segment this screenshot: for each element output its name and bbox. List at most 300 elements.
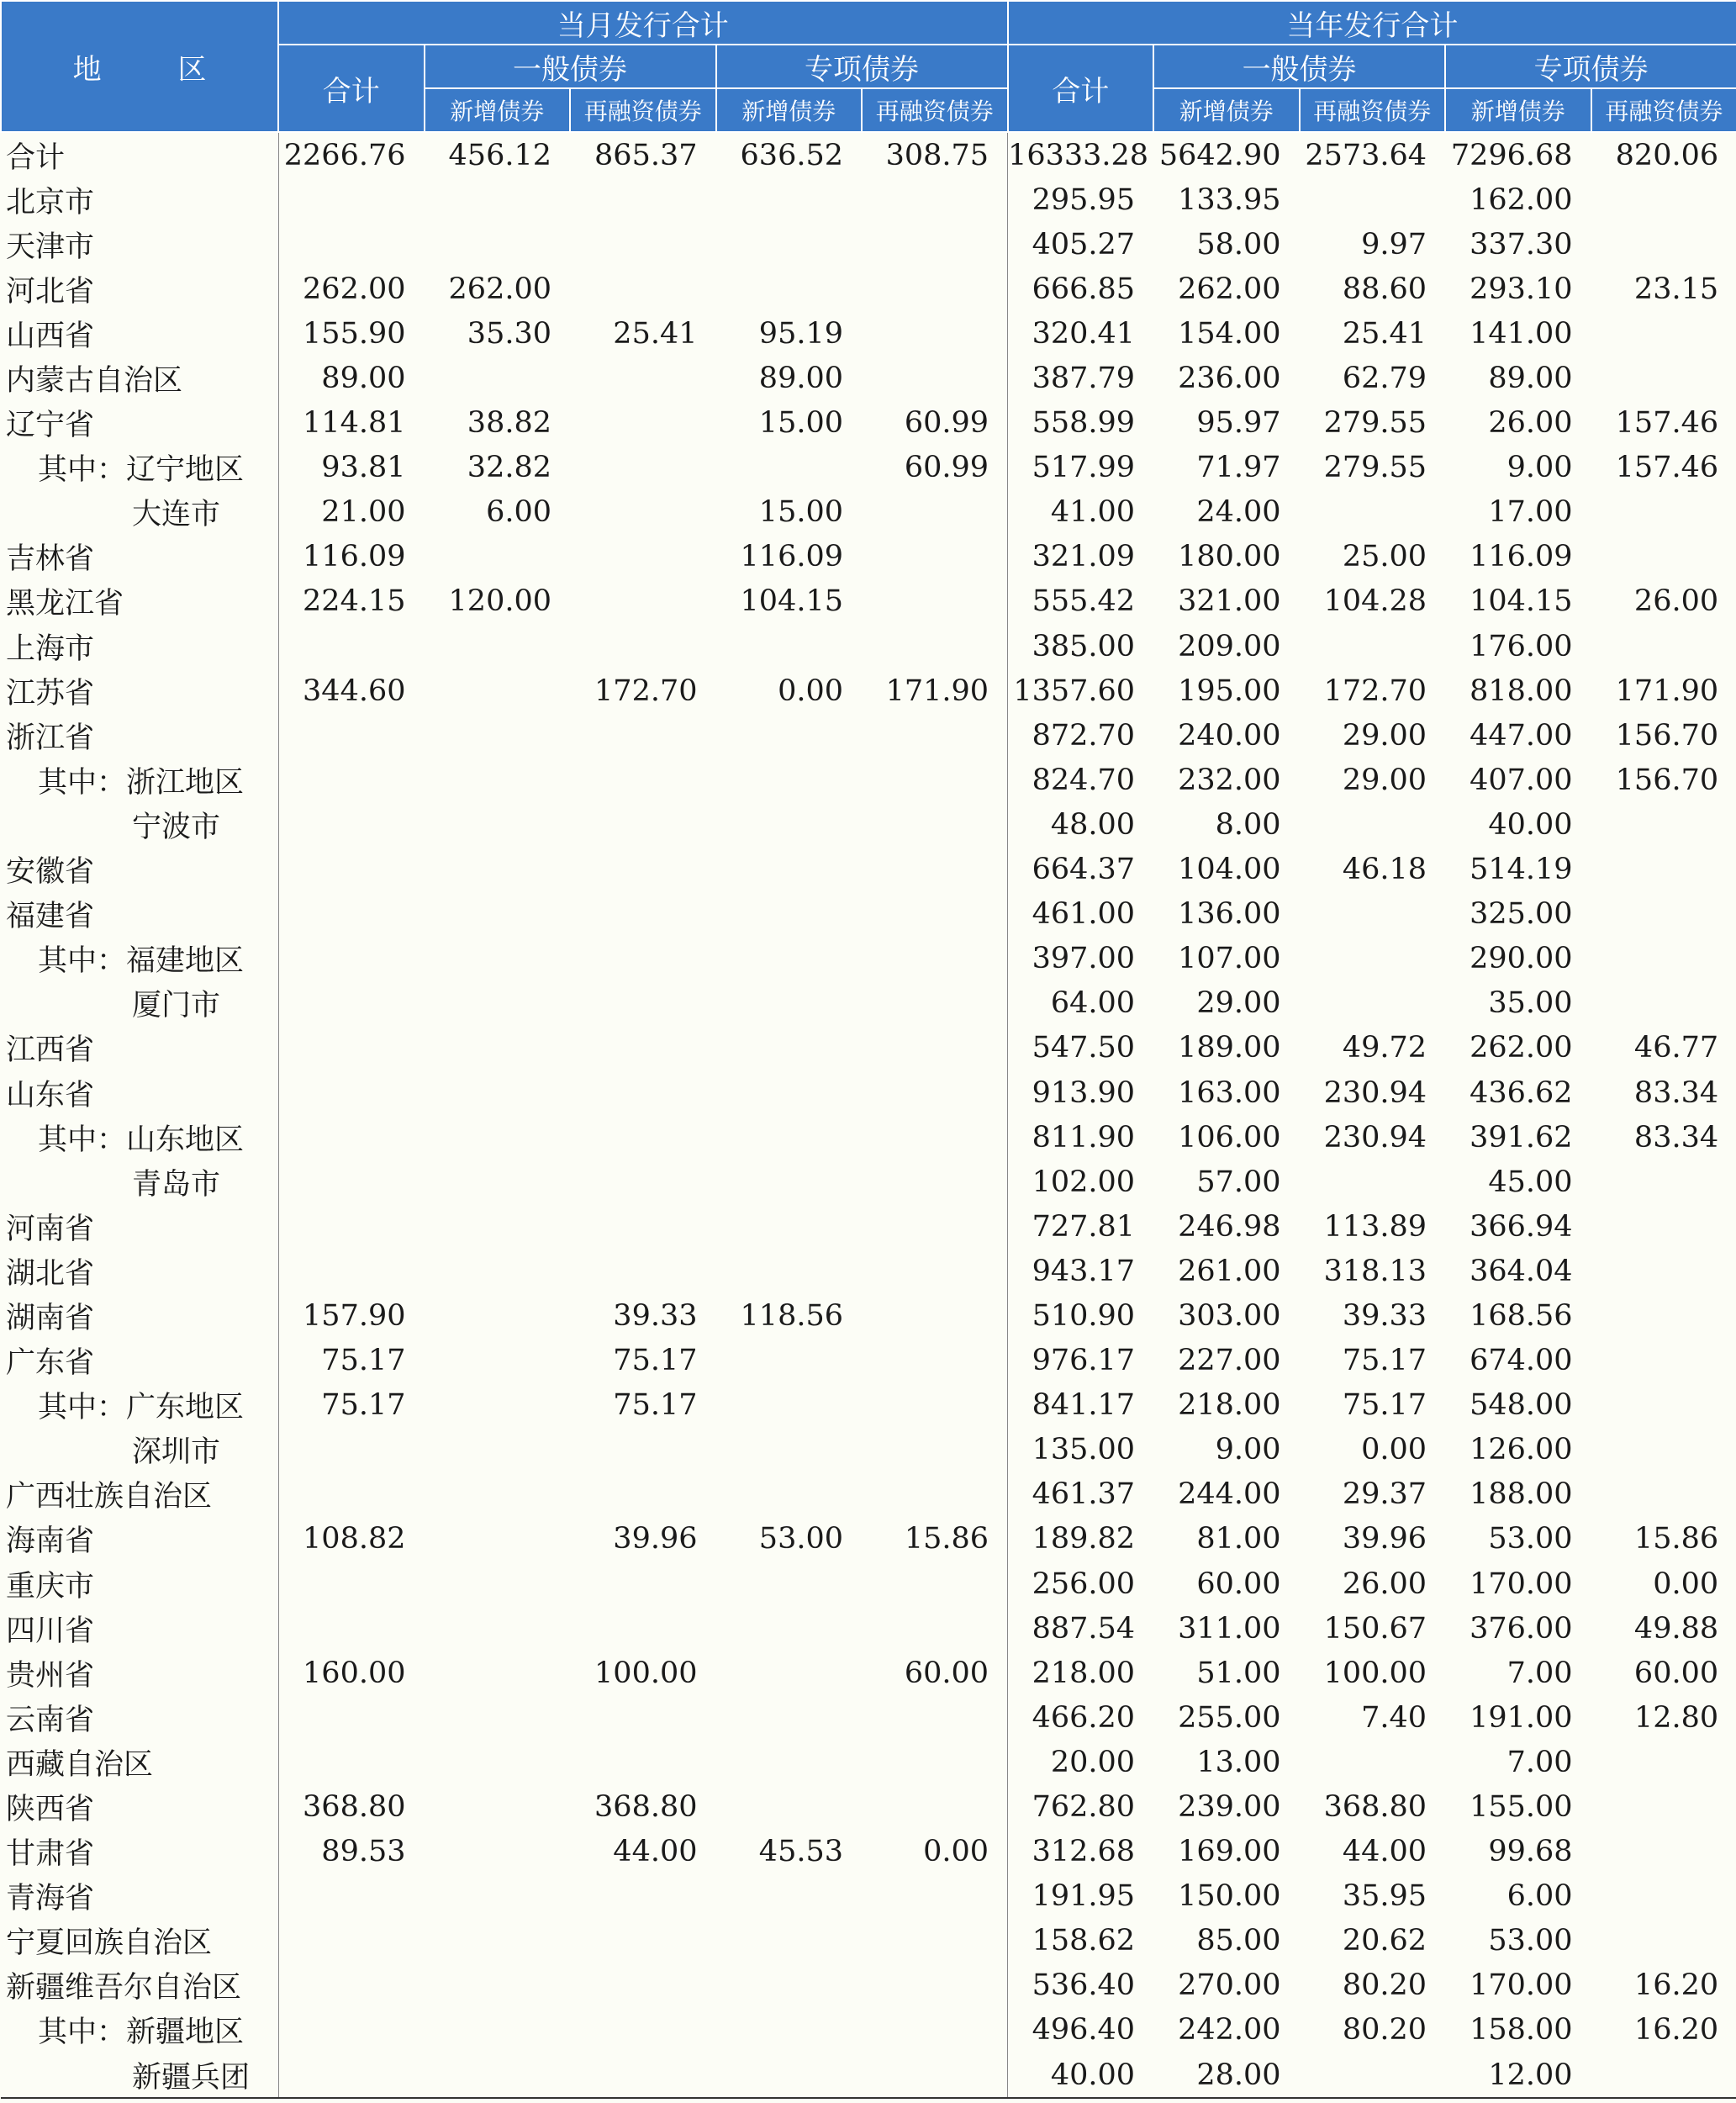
value-cell: 53.00 [1488,1924,1573,1958]
value-cell: 242.00 [1178,2013,1281,2048]
value-cell [425,1472,571,1517]
value-cell: 154.00 [1178,316,1281,351]
region-cell: 河北省 [6,274,95,309]
value-cell: 24.00 [1196,495,1281,530]
value-cell: 83.34 [1633,1075,1719,1110]
value-cell [716,1383,863,1428]
value-cell: 456.12 [448,138,551,172]
value-cell: 12.00 [1445,2053,1591,2098]
value-cell: 28.00 [1153,2053,1300,2098]
value-cell: 674.00 [1470,1344,1573,1378]
value-cell: 865.37 [594,138,698,172]
month-general-refinance-header: 再融资债券 [570,88,716,132]
value-cell: 88.60 [1342,272,1427,306]
value-cell [862,1561,1008,1606]
value-cell [425,1115,571,1160]
value-cell: 171.90 [1615,674,1719,708]
value-cell: 25.00 [1342,540,1427,574]
region-column-header: 地 区 [1,1,278,132]
value-cell [278,892,425,937]
value-cell: 547.50 [1008,1026,1154,1070]
region-cell: 新疆维吾尔自治区 [6,1971,242,2005]
value-cell: 368.80 [278,1784,425,1829]
table-row [1,668,1736,713]
value-cell: 150.67 [1323,1611,1427,1646]
value-cell: 262.00 [1470,1031,1573,1065]
value-cell [570,222,716,267]
value-cell: 75.17 [278,1339,425,1383]
table-row [1,2053,1736,2098]
value-cell [862,267,1008,311]
value-cell: 240.00 [1178,718,1281,753]
value-cell: 9.97 [1361,227,1427,262]
value-cell [278,1428,425,1472]
value-cell: 191.95 [1008,1874,1154,1919]
value-cell [425,848,571,892]
year-special-new-header: 新增债券 [1445,88,1591,132]
value-cell [425,1339,571,1383]
value-cell [278,2008,425,2053]
table-row [1,222,1736,267]
value-cell [862,1919,1008,1963]
region-cell: 江西省 [6,1033,95,1068]
region-cell: 湖南省 [6,1301,95,1335]
value-cell [862,1293,1008,1338]
value-cell [862,2053,1008,2098]
value-cell: 23.15 [1633,272,1719,306]
value-cell: 666.85 [1008,267,1154,311]
region-cell: 其中：广东地区 [38,1391,245,1425]
value-cell: 89.00 [278,356,425,400]
value-cell [1300,892,1446,937]
value-cell: 189.00 [1178,1031,1281,1065]
value-cell: 53.00 [758,1522,843,1556]
value-cell [862,1874,1008,1919]
value-cell [570,713,716,758]
value-cell [570,2053,716,2098]
value-cell [1300,981,1446,1026]
value-cell [1591,356,1736,400]
table-row [1,1472,1736,1517]
region-cell: 内蒙古自治区 [6,364,183,399]
value-cell [716,2053,863,2098]
value-cell: 191.00 [1470,1700,1573,1735]
value-cell: 6.00 [486,495,551,530]
table-row [1,758,1736,802]
value-cell [425,1026,571,1070]
value-cell [425,937,571,981]
value-cell: 75.17 [1342,1388,1427,1423]
value-cell [862,848,1008,892]
region-cell: 大连市 [132,498,221,532]
value-cell: 40.00 [1008,2053,1154,2098]
value-cell: 26.00 [1342,1567,1427,1601]
value-cell [570,356,716,400]
table-row [1,713,1736,758]
value-cell: 155.00 [1470,1790,1573,1825]
value-cell: 0.00 [1653,1567,1719,1601]
value-cell: 16.20 [1633,2013,1719,2048]
value-cell [425,1651,571,1695]
region-cell: 云南省 [6,1703,95,1737]
value-cell [425,668,571,713]
value-cell [716,937,863,981]
value-cell: 46.18 [1342,853,1427,887]
region-cell: 吉林省 [6,542,95,577]
value-cell [862,1339,1008,1383]
value-cell: 75.17 [613,1388,698,1423]
value-cell: 405.27 [1008,222,1154,267]
value-cell [1591,1784,1736,1829]
value-cell [570,758,716,802]
value-cell [425,758,571,802]
value-cell: 517.99 [1008,446,1154,490]
value-cell [1591,1919,1736,1963]
value-cell [278,1963,425,2008]
value-cell [862,1383,1008,1428]
region-cell: 宁波市 [132,810,221,844]
value-cell: 320.41 [1008,311,1154,356]
value-cell: 45.00 [1488,1165,1573,1199]
value-cell [862,802,1008,847]
value-cell: 80.20 [1342,2013,1427,2048]
value-cell: 170.00 [1470,1567,1573,1601]
value-cell [278,1070,425,1115]
value-cell: 60.99 [904,451,989,485]
value-cell: 60.00 [1633,1656,1719,1690]
value-cell: 107.00 [1178,942,1281,976]
value-cell: 256.00 [1008,1561,1154,1606]
table-row [1,356,1736,400]
value-cell [862,1115,1008,1160]
value-cell: 727.81 [1008,1204,1154,1249]
table-row [1,1517,1736,1561]
value-cell: 108.82 [278,1517,425,1561]
value-cell: 209.00 [1178,629,1281,663]
region-cell: 贵州省 [6,1658,95,1693]
value-cell: 246.98 [1178,1209,1281,1244]
value-cell [425,713,571,758]
table-row [1,1874,1736,1919]
value-cell [716,1070,863,1115]
value-cell: 227.00 [1178,1344,1281,1378]
value-cell [862,1160,1008,1204]
value-cell [425,1517,571,1561]
value-cell: 41.00 [1008,490,1154,535]
value-cell: 368.80 [1323,1790,1427,1825]
value-cell: 26.00 [1633,584,1719,619]
value-cell: 0.00 [1361,1433,1427,1467]
value-cell [862,892,1008,937]
value-cell: 114.81 [278,401,425,446]
value-cell: 232.00 [1178,763,1281,797]
value-cell: 366.94 [1470,1209,1573,1244]
value-cell: 368.80 [594,1790,698,1825]
value-cell [862,758,1008,802]
value-cell: 32.82 [467,451,551,485]
region-cell: 西藏自治区 [6,1747,154,1782]
table-row [1,1339,1736,1383]
value-cell: 29.37 [1342,1477,1427,1512]
value-cell: 126.00 [1470,1433,1573,1467]
value-cell [1591,1293,1736,1338]
value-cell [1591,1383,1736,1428]
value-cell: 21.00 [278,490,425,535]
value-cell [278,713,425,758]
value-cell [862,1472,1008,1517]
value-cell [425,892,571,937]
value-cell [570,1026,716,1070]
value-cell [278,848,425,892]
region-cell: 天津市 [6,230,95,264]
value-cell [570,892,716,937]
table-row [1,1249,1736,1293]
value-cell: 39.96 [1342,1522,1427,1556]
value-cell [570,981,716,1026]
region-cell: 四川省 [6,1614,95,1648]
table-row [1,2008,1736,2053]
value-cell [1591,937,1736,981]
value-cell [278,1561,425,1606]
value-cell: 25.41 [1342,316,1427,351]
value-cell [570,624,716,668]
table-row [1,267,1736,311]
value-cell [425,1874,571,1919]
value-cell: 104.15 [740,584,843,619]
month-general-header: 一般债券 [425,45,716,88]
value-cell: 20.00 [1008,1740,1154,1784]
region-cell: 其中：山东地区 [38,1123,245,1157]
value-cell: 6.00 [1506,1879,1573,1914]
table-row [1,490,1736,535]
value-cell [716,177,863,222]
table-row [1,311,1736,356]
value-cell [278,1740,425,1784]
value-cell [862,1606,1008,1651]
table-row [1,1784,1736,1829]
value-cell [278,2053,425,2098]
value-cell: 58.00 [1196,227,1281,262]
value-cell: 62.79 [1342,362,1427,396]
value-cell [862,713,1008,758]
value-cell: 321.09 [1008,535,1154,579]
value-cell [570,1963,716,2008]
table-row [1,1561,1736,1606]
region-cell: 河南省 [6,1212,95,1246]
value-cell: 157.46 [1615,406,1719,441]
value-cell [570,1695,716,1740]
value-cell: 312.68 [1008,1830,1154,1874]
value-cell: 172.70 [594,674,698,708]
value-cell: 75.17 [613,1344,698,1378]
value-cell: 38.82 [467,406,551,441]
value-cell [278,177,425,222]
value-cell: 397.00 [1008,937,1154,981]
value-cell [570,535,716,579]
table-row [1,1740,1736,1784]
value-cell [716,2008,863,2053]
value-cell: 49.88 [1633,1611,1719,1646]
year-total-header: 当年发行合计 [1008,1,1736,45]
value-cell [425,1293,571,1338]
value-cell: 664.37 [1008,848,1154,892]
value-cell: 230.94 [1323,1120,1427,1155]
value-cell [570,267,716,311]
value-cell [1591,981,1736,1026]
value-cell: 40.00 [1488,807,1573,842]
value-cell [716,1026,863,1070]
value-cell [716,267,863,311]
value-cell: 270.00 [1178,1968,1281,2003]
table-row [1,1963,1736,2008]
value-cell: 157.46 [1615,451,1719,485]
value-cell [1300,490,1446,535]
value-cell: 71.97 [1196,451,1281,485]
value-cell [716,1606,863,1651]
region-cell: 北京市 [6,185,95,219]
value-cell: 195.00 [1178,674,1281,708]
value-cell [278,1026,425,1070]
value-cell [570,1249,716,1293]
region-cell: 山东省 [6,1078,95,1112]
value-cell [862,1428,1008,1472]
value-cell: 100.00 [594,1656,698,1690]
value-cell: 7.40 [1361,1700,1427,1735]
value-cell [425,1249,571,1293]
value-cell [1591,311,1736,356]
value-cell: 318.13 [1323,1254,1427,1288]
value-cell: 64.00 [1008,981,1154,1026]
value-cell [862,624,1008,668]
value-cell [716,1874,863,1919]
region-cell: 其中：福建地区 [38,944,245,979]
value-cell [278,222,425,267]
value-cell [1591,1472,1736,1517]
value-cell [716,981,863,1026]
value-cell [570,1204,716,1249]
value-cell [1300,624,1446,668]
value-cell [862,490,1008,535]
value-cell: 811.90 [1008,1115,1154,1160]
value-cell [1591,1339,1736,1383]
value-cell [570,1919,716,1963]
value-cell [862,1784,1008,1829]
value-cell: 224.15 [278,579,425,624]
year-general-new-header: 新增债券 [1153,88,1300,132]
value-cell [862,1963,1008,2008]
value-cell: 46.77 [1633,1031,1719,1065]
value-cell: 12.80 [1633,1700,1719,1735]
value-cell [716,1249,863,1293]
region-cell: 广东省 [6,1346,95,1381]
value-cell [716,1160,863,1204]
value-cell [862,177,1008,222]
value-cell: 100.00 [1323,1656,1427,1690]
value-cell: 75.17 [1342,1344,1427,1378]
value-cell: 89.00 [758,362,843,396]
value-cell: 262.00 [1178,272,1281,306]
value-cell: 95.19 [758,316,843,351]
value-cell [425,2008,571,2053]
value-cell: 29.00 [1196,986,1281,1021]
value-cell [862,1249,1008,1293]
value-cell [716,1339,863,1383]
value-cell [425,177,571,222]
table-row [1,1606,1736,1651]
value-cell [570,579,716,624]
value-cell [716,1963,863,2008]
value-cell [1591,1249,1736,1293]
value-cell: 262.00 [278,267,425,311]
value-cell [716,892,863,937]
value-cell: 83.34 [1633,1120,1719,1155]
value-cell: 60.99 [904,406,989,441]
value-cell: 872.70 [1008,713,1154,758]
value-cell [1300,1160,1446,1204]
table-row [1,132,1736,177]
region-cell: 黑龙江省 [6,587,124,621]
value-cell: 95.97 [1196,406,1281,441]
value-cell: 60.00 [1196,1567,1281,1601]
value-cell: 118.56 [740,1298,843,1333]
value-cell: 85.00 [1196,1924,1281,1958]
value-cell: 80.20 [1342,1968,1427,2003]
value-cell: 255.00 [1178,1700,1281,1735]
value-cell: 170.00 [1470,1968,1573,2003]
table-row [1,1115,1736,1160]
value-cell [425,1561,571,1606]
value-cell: 913.90 [1008,1070,1154,1115]
value-cell [570,177,716,222]
table-row [1,1830,1736,1874]
value-cell [278,1695,425,1740]
table-row [1,981,1736,1026]
value-cell: 461.37 [1008,1472,1154,1517]
value-cell [570,1561,716,1606]
value-cell: 496.40 [1008,2008,1154,2053]
value-cell: 171.90 [885,674,989,708]
value-cell [1591,535,1736,579]
value-cell [278,1249,425,1293]
value-cell: 385.00 [1008,624,1154,668]
value-cell [570,802,716,847]
month-general-new-header: 新增债券 [425,88,571,132]
region-cell: 山西省 [6,319,95,353]
value-cell: 841.17 [1008,1383,1154,1428]
value-cell [1300,2053,1446,2098]
month-special-header: 专项债券 [716,45,1008,88]
value-cell: 29.00 [1342,718,1427,753]
table-row [1,1293,1736,1338]
value-cell [1591,1204,1736,1249]
value-cell: 99.68 [1488,1835,1573,1869]
value-cell [278,1160,425,1204]
value-cell: 7.00 [1506,1745,1573,1779]
value-cell: 236.00 [1178,362,1281,396]
value-cell: 7296.68 [1450,138,1573,172]
region-cell: 重庆市 [6,1569,95,1604]
year-general-header: 一般债券 [1153,45,1445,88]
region-cell: 厦门市 [132,989,221,1023]
value-cell [570,2008,716,2053]
value-cell [425,1428,571,1472]
value-cell [862,356,1008,400]
table-row [1,1919,1736,1963]
year-total-sum-header: 合计 [1008,45,1154,132]
value-cell [570,1160,716,1204]
value-cell [1300,177,1446,222]
value-cell [716,1651,863,1695]
